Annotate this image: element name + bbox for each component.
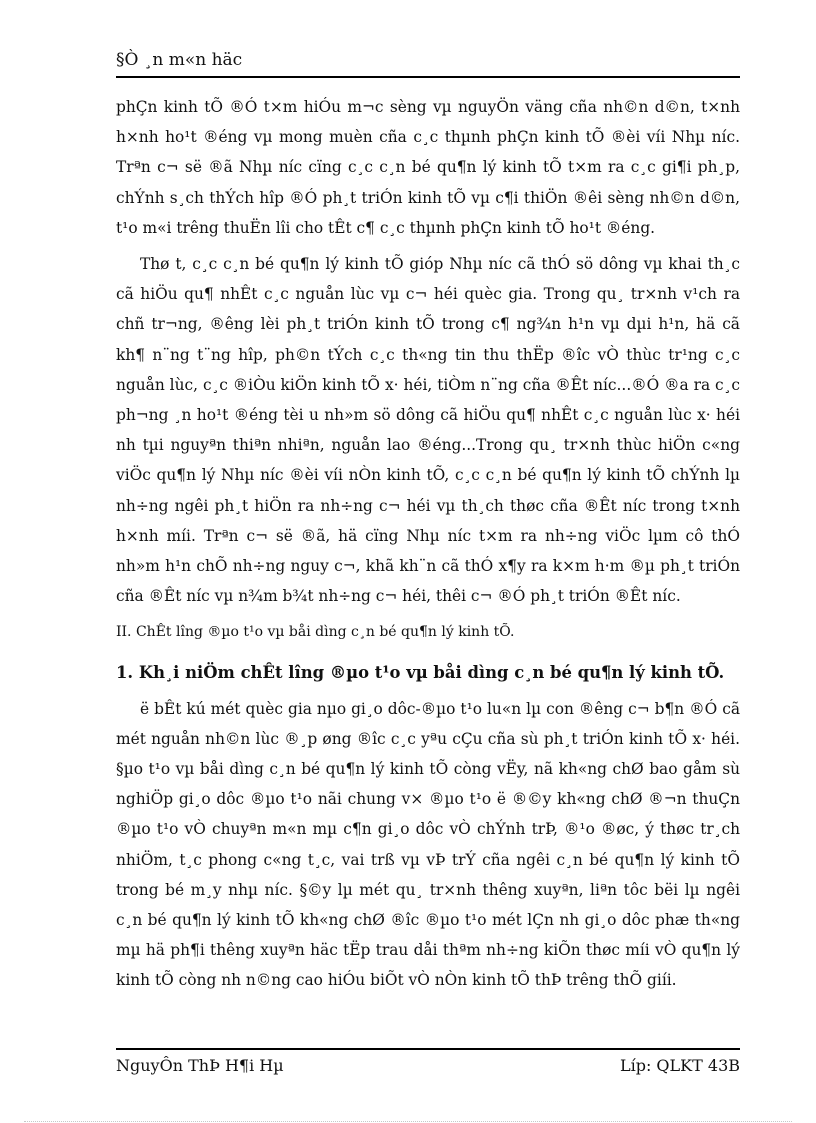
page-header [116, 48, 740, 78]
document-body [116, 92, 740, 996]
page-bottom-divider [24, 1121, 792, 1122]
paragraph-definition: ë bÊt kú mét quèc gia nµo gi¸o dôc-®µo t¹o lu«n lµ con ®êng c¬ b¶n ®Ó cã mét nguån nh©n lùc ®¸p øng ®îc c¸c yªu cÇu cña sù ph¸t triÓn kinh tÕ x· héi. §µo t¹o vµ båi dìng c¸n bé qu¶n lý kinh tÕ còng vËy, nã kh«ng chØ bao gåm sù nghiÖp gi¸o dôc ®µo t¹o nãi chung v× ®µo t¹o ë ®©y kh«ng chØ ®¬n thuÇn ®µo t¹o vÒ chuyªn m«n mµ c¶n gi¸o dôc vÒ chÝnh trÞ, ®¹o ®øc, ý thøc tr¸ch nhiÖm, t¸c phong c«ng t¸c, vai trß vµ vÞ trÝ cña ngêi c¸n bé qu¶n lý kinh tÕ trong bé m¸y nhµ níc. §©y lµ mét qu¸ tr×nh thêng xuyªn, liªn tôc bëi lµ ngêi c¸n bé qu¶n lý kinh tÕ kh«ng chØ ®îc ®µo t¹o mét lÇn nh gi¸o dôc phæ th«ng mµ hä ph¶i thêng xuyªn häc tËp trau dåi thªm nh÷ng kiÕn thøc míi vÒ qu¶n lý kinh tÕ còng nh n©ng cao hiÓu biÕt vÒ nÒn kinh tÕ thÞ trêng thÕ giíi. [116, 699, 740, 990]
paragraph-thu-tu: Thø t, c¸c c¸n bé qu¶n lý kinh tÕ gióp Nhµ níc cã thÓ sö dông vµ khai th¸c cã hiÖu qu¶ nhÊt c¸c nguån lùc vµ c¬ héi quèc gia. Trong qu¸ tr×nh v¹ch ra chñ tr¬ng, ®êng lèi ph¸t triÓn kinh tÕ trong c¶ ng¾n h¹n vµ dµi h¹n, hä cã kh¶ n¨ng t¨ng hîp, ph©n tÝch c¸c th«ng tin thu thËp ®îc vÒ thùc tr¹ng c¸c nguån lùc, c¸c ®iÒu kiÖn kinh tÕ x· héi, tiÒm n¨ng cña ®Êt níc...®Ó ®a ra c¸c ph¬ng ¸n ho¹t ®éng tèi u nh»m sö dông cã hiÖu qu¶ nhÊt c¸c nguån lùc x· héi nh tµi nguyªn thiªn nhiªn, nguån lao ®éng...Trong qu¸ tr×nh thùc hiÖn c«ng viÖc qu¶n lý Nhµ níc ®èi víi nÒn kinh tÕ, c¸c c¸n bé qu¶n lý kinh tÕ chÝnh lµ nh÷ng ngêi ph¸t hiÖn ra nh÷ng c¬ héi vµ th¸ch thøc cña ®Êt níc trong t×nh h×nh míi. Trªn c¬ së ®ã, hä cïng Nhµ níc t×m ra nh÷ng viÖc lµm cô thÓ nh»m h¹n chÕ nh÷ng nguy c¬, khã kh¨n cã thÓ x¶y ra k×m h·m ®µ ph¸t triÓn cña ®Êt níc vµ n¾m b¾t nh÷ng c¬ héi, thêi c¬ ®Ó ph¸t triÓn ®Êt níc. [116, 255, 740, 606]
footer-author: NguyÔn ThÞ H¶i Hµ [116, 1056, 284, 1075]
paragraph-continuation: phÇn kinh tÕ ®Ó t×m hiÓu m¬c sèng vµ nguyÖn väng cña nh©n d©n, t×nh h×nh ho¹t ®éng vµ mong muèn cña c¸c thµnh phÇn kinh tÕ ®èi víi Nhµ níc. Trªn c¬ së ®ã Nhµ níc cïng c¸c c¸n bé qu¶n lý kinh tÕ t×m ra c¸c gi¶i ph¸p, chÝnh s¸ch thÝch hîp ®Ó ph¸t triÓn kinh tÕ vµ c¶i thiÖn ®êi sèng nh©n d©n, t¹o m«i trêng thuËn lîi cho tÊt c¶ c¸c thµnh phÇn kinh tÕ ho¹t ®éng. [116, 98, 740, 237]
section-heading-ii: II. ChÊt lîng ®µo t¹o vµ båi dìng c¸n bé qu¶n lý kinh tÕ. [116, 624, 515, 641]
page-footer [116, 1048, 740, 1081]
header-title: §Ò ¸n m«n häc [116, 50, 243, 70]
footer-class: Líp: QLKT 43B [619, 1056, 740, 1075]
subsection-heading-1: 1. Kh¸i niÖm chÊt lîng ®µo t¹o vµ båi dìng c¸n bé qu¶n lý kinh tÕ. [116, 662, 725, 682]
